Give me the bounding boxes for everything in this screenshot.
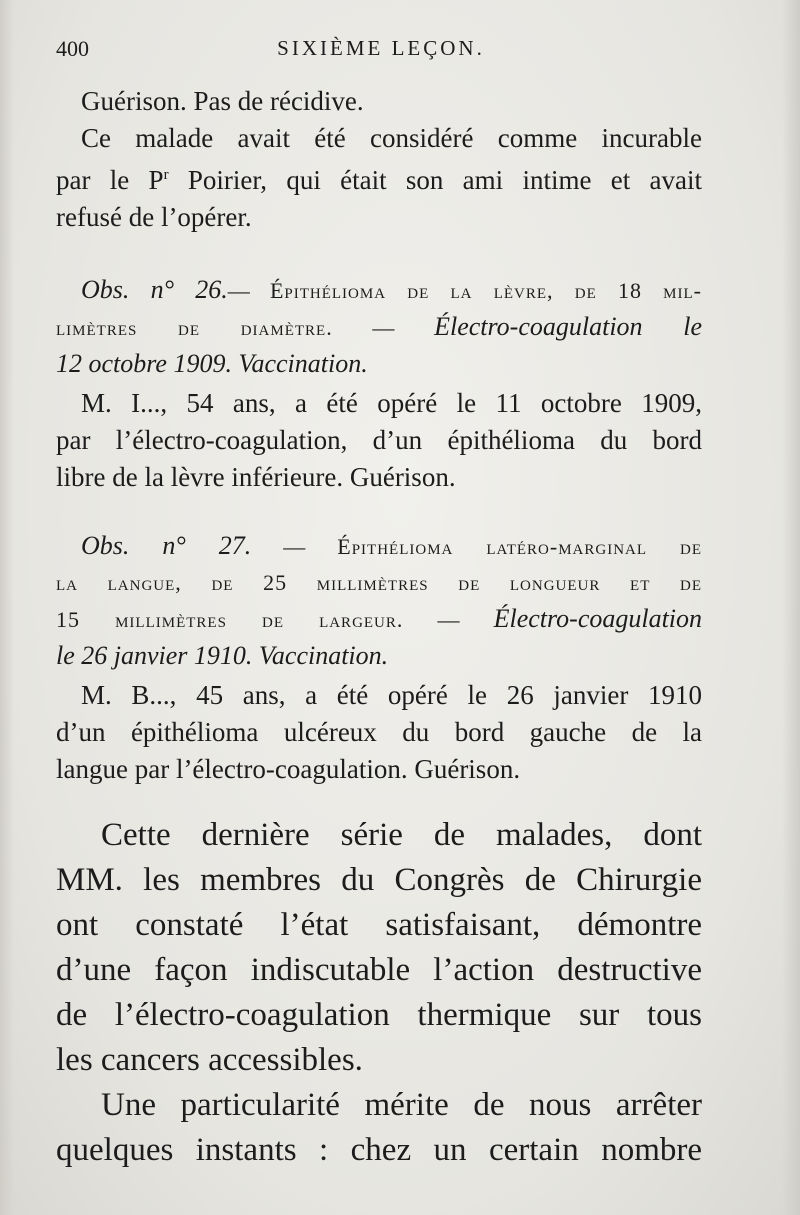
obs-heading-line: limètres de diamètre. — Électro-coagulation le xyxy=(56,312,702,341)
obs-heading-line: 15 millimètres de largeur. — Électro-coagulation xyxy=(56,604,703,633)
text-line: Une particularité mérite de nous arrêter xyxy=(101,1087,702,1123)
obs-date: le 26 janvier 1910. Vaccination. xyxy=(56,641,389,670)
text-line: Guérison. Pas de récidive. xyxy=(81,86,364,116)
observation-27 xyxy=(56,528,702,674)
text-line: Ce malade avait été considéré comme incurable xyxy=(81,123,702,153)
observation-26-body xyxy=(56,385,702,496)
text-line: libre de la lèvre inférieure. Guérison. xyxy=(56,462,456,492)
paragraph-closing xyxy=(56,1083,702,1173)
page-number: 400 xyxy=(56,36,89,61)
obs-heading-line: Obs. n° 26.— Épithélioma de la lèvre, de 18 mil- xyxy=(81,275,702,304)
page-edge-left xyxy=(0,0,14,1215)
text-line: MM. les membres du Congrès de Chirurgie xyxy=(56,862,702,898)
obs-heading-line: la langue, de 25 millimètres de longueur et de xyxy=(56,570,702,595)
text-line: les cancers accessibles. xyxy=(56,1042,363,1078)
text-line: d’une façon indiscutable l’action destructive xyxy=(56,952,702,988)
obs-method: Électro-coagulation xyxy=(493,604,703,633)
text-line: M. I..., 54 ans, a été opéré le 11 octobre 1909, xyxy=(81,388,702,418)
obs-label: Obs. n° 27. xyxy=(81,531,252,560)
obs-date: 12 octobre 1909. Vaccination. xyxy=(56,349,368,378)
text-line: d’un épithélioma ulcéreux du bord gauche de la xyxy=(56,717,702,747)
paragraph-conclusion xyxy=(56,813,702,1083)
text-line: Cette dernière série de malades, dont xyxy=(101,817,702,853)
observation-26 xyxy=(56,272,702,382)
paragraph-intro xyxy=(56,83,702,236)
obs-title: Épithélioma latéro-marginal de xyxy=(337,534,703,559)
obs-title: Épithélioma de la lèvre, de 18 mil- xyxy=(269,278,702,303)
text-line: par le $P^r$ Poirier, qui était son ami intime et avait xyxy=(56,165,702,195)
text-line: quelques instants : chez un certain nombre xyxy=(56,1132,702,1168)
obs-method: Électro-coagulation le xyxy=(434,312,702,341)
superscript: r xyxy=(163,167,169,183)
observation-27-body xyxy=(56,677,702,788)
text-line: langue par l’électro-coagulation. Guérison. xyxy=(56,754,521,784)
obs-label: Obs. n° 26. xyxy=(81,275,228,304)
obs-heading-line: Obs. n° 27. — Épithélioma latéro-marginal de xyxy=(81,531,703,560)
text-line: refusé de l’opérer. xyxy=(56,202,252,232)
text-line: par l’électro-coagulation, d’un épithélioma du bord xyxy=(56,425,702,455)
text-line: de l’électro-coagulation thermique sur tous xyxy=(56,997,702,1033)
running-head: SIXIÈME LEÇON. xyxy=(277,36,485,60)
page-edge-right xyxy=(782,0,800,1215)
text-line: M. B..., 45 ans, a été opéré le 26 janvier 1910 xyxy=(81,680,702,710)
page-header xyxy=(56,36,706,68)
text-line: ont constaté l’état satisfaisant, démontre xyxy=(56,907,702,943)
